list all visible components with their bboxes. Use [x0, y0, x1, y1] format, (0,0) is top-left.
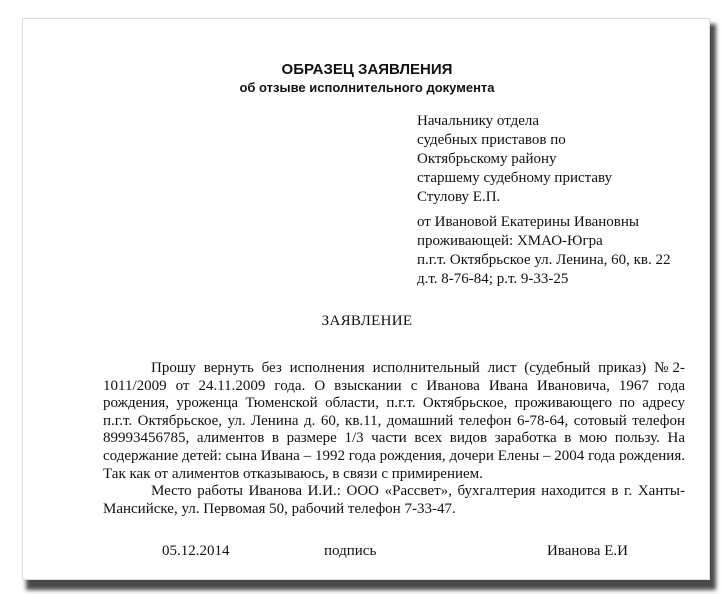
addressee-block [417, 112, 612, 207]
sender-block [417, 213, 671, 289]
document-page [22, 18, 710, 580]
statement-paragraph: Место работы Иванова И.И.: ООО «Рассвет», бухгалтерия находится в г. Ханты-Мансийске, ул. Первомая 50, рабочий телефон 7-33-47. [103, 483, 685, 517]
addressee-line: судебных приставов по [417, 132, 566, 148]
document-subtitle: об отзыве исполнительного документа [239, 80, 495, 95]
addressee-line: старшему судебному приставу [417, 170, 613, 186]
addressee-line: Стулову Е.П. [417, 189, 501, 205]
sender-line: п.г.т. Октябрьское ул. Ленина, 60, кв. 22 [417, 252, 671, 268]
signature-date: 05.12.2014 [162, 543, 230, 559]
statement-body [103, 360, 685, 518]
sender-line: д.т. 8-76-84; р.т. 9-33-25 [417, 271, 569, 287]
document-title: ОБРАЗЕЦ ЗАЯВЛЕНИЯ [281, 61, 453, 78]
signature-label: подпись [324, 543, 377, 559]
sender-line: проживающей: ХМАО-Югра [417, 233, 603, 249]
addressee-line: Октябрьскому району [417, 151, 557, 167]
statement-heading: ЗАЯВЛЕНИЕ [321, 313, 413, 329]
statement-paragraph: Прошу вернуть без исполнения исполнительный лист (судебный приказ) №2-1011/2009 от 24.11.2009 года. О взыскании с Иванова Ивана Ивановича, 1967 года рождения, уроженца Тюменской области, п.г.т. Октябрьское, проживающего по адресу п.г.т. Октябрьское, ул. Ленина д. 60, кв.11, домашний телефон 6-78-64, сотовый телефон 89993456785, алиментов в размере 1/3 части всех видов заработка в мою пользу. На содержание детей: сына Ивана – 1992 года рождения, дочери Елены – 2004 года рождения. Так как от алиментов отказываюсь, в связи с примирением. [103, 360, 685, 482]
signer-name: Иванова Е.И [547, 543, 628, 559]
addressee-line: Начальнику отдела [417, 113, 540, 129]
sender-line: от Ивановой Екатерины Ивановны [417, 214, 639, 230]
